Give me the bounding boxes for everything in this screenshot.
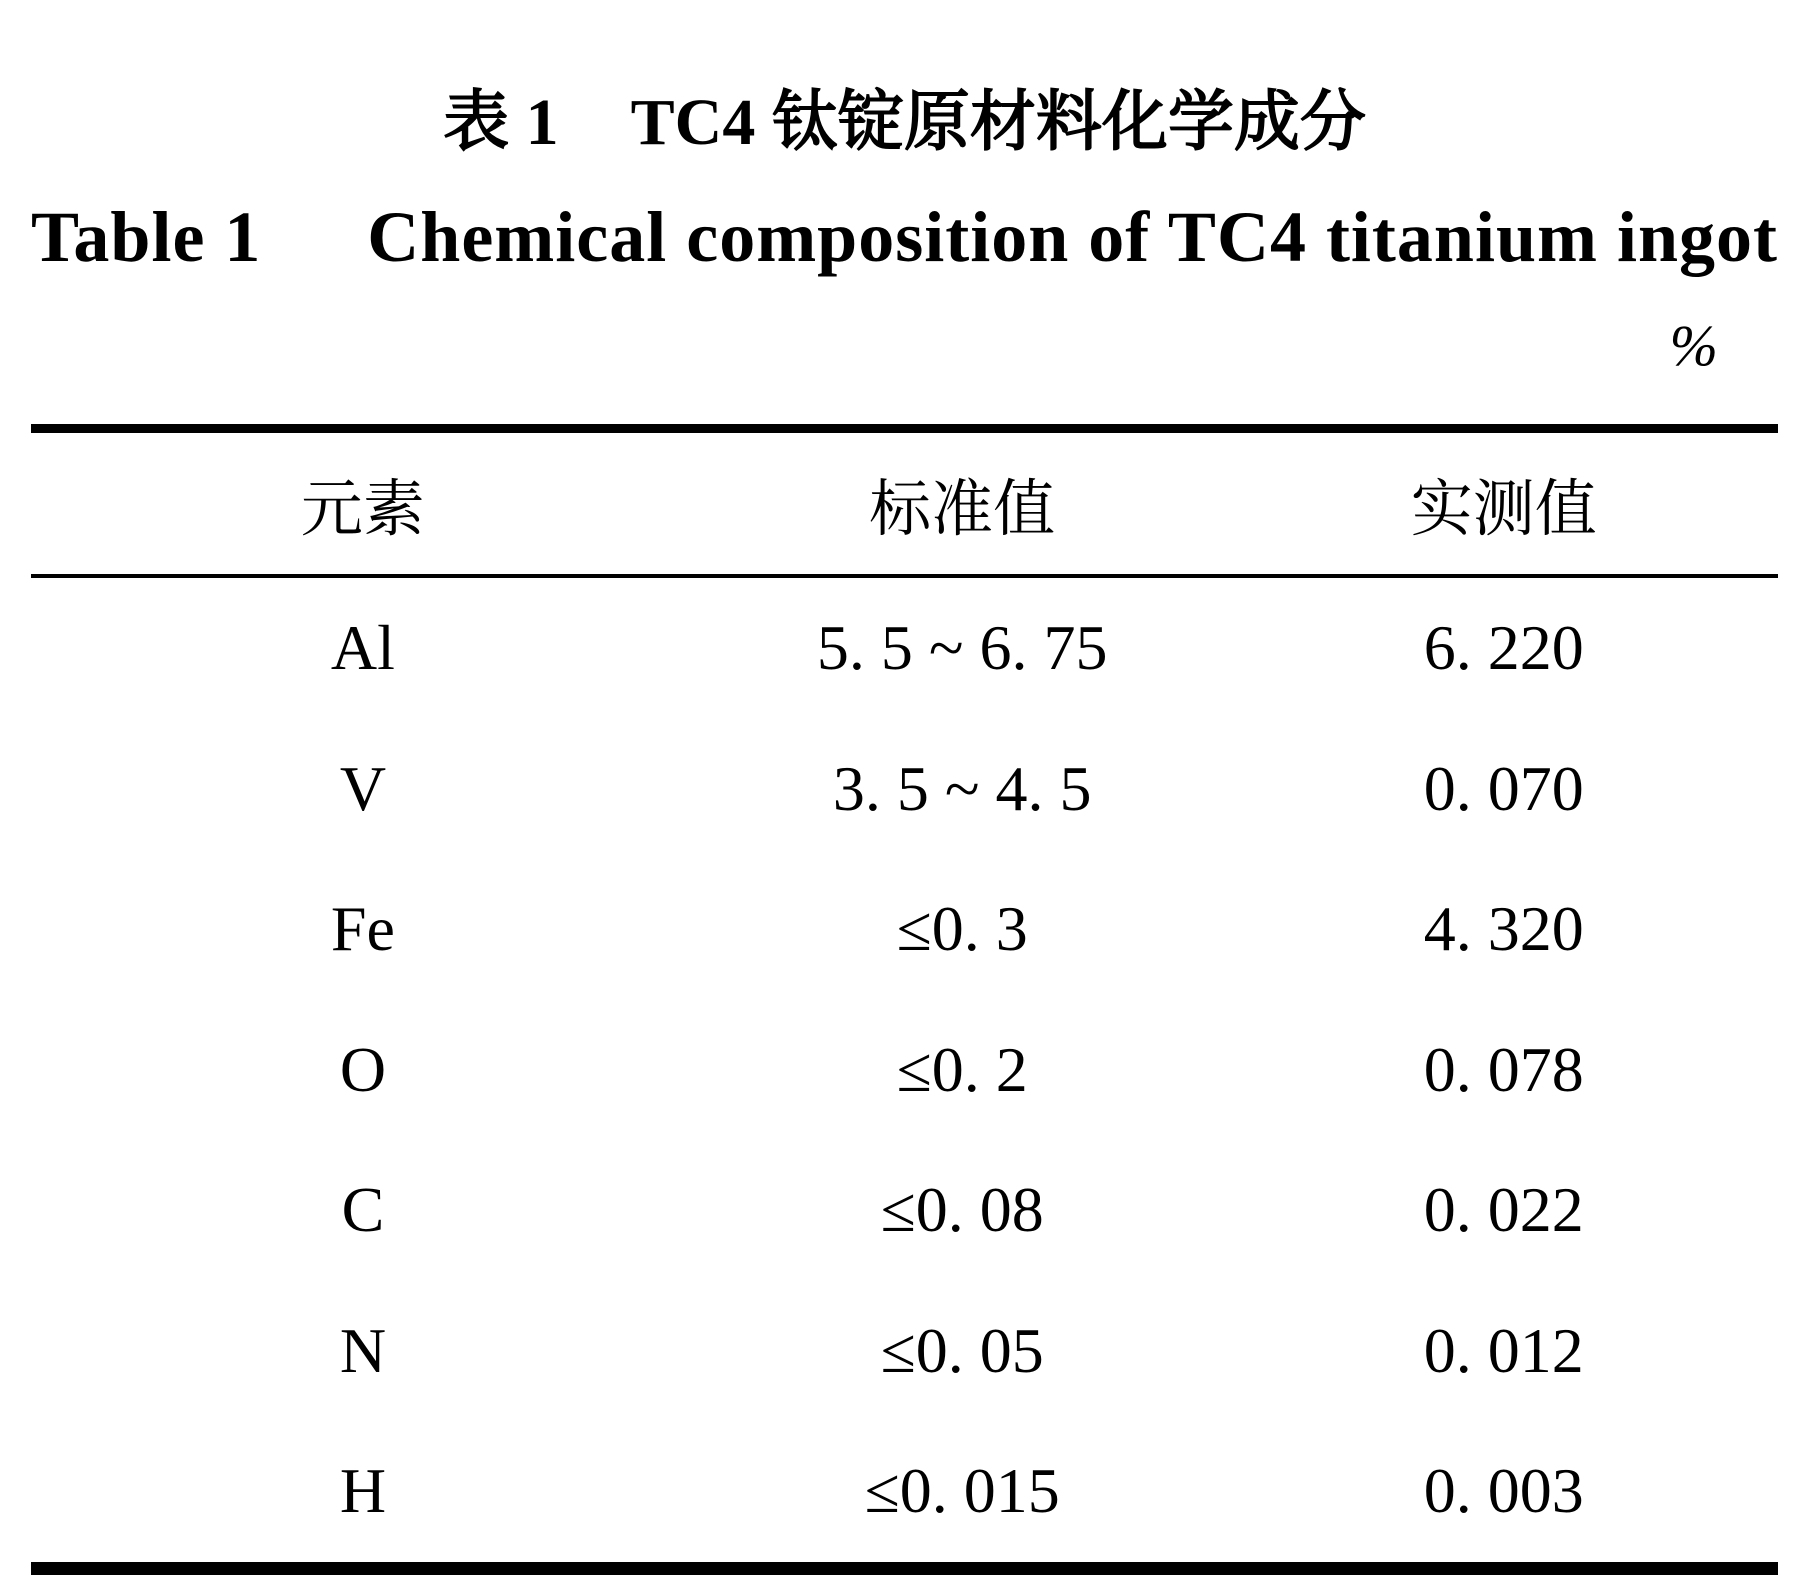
element-cell: Fe: [330, 893, 395, 965]
element-cell: Al: [330, 612, 395, 684]
table-row: [31, 1000, 1778, 1141]
table-caption-chinese-text: TC4 钛锭原材料化学成分: [630, 86, 1366, 159]
column-header-element: 元素: [31, 429, 695, 577]
measured-value-cell: 0. 070: [1423, 752, 1584, 824]
composition-table: [31, 424, 1778, 1575]
column-header-measured-value: 实测值: [1229, 429, 1778, 577]
element-cell: O: [339, 1033, 387, 1105]
table-row: [31, 1281, 1778, 1422]
measured-value-cell: 0. 078: [1423, 1033, 1584, 1105]
table-caption-chinese: [31, 68, 1778, 163]
table-row: [31, 1421, 1778, 1568]
measured-value-cell: 0. 022: [1423, 1174, 1584, 1246]
element-cell: V: [339, 752, 387, 824]
element-cell: N: [339, 1314, 387, 1386]
table-row: [31, 1140, 1778, 1281]
column-header-standard-value: 标准值: [695, 429, 1230, 577]
standard-value-cell: ≤0. 015: [864, 1455, 1060, 1527]
table-caption-english: [31, 196, 1778, 279]
table-header-row: [31, 429, 1778, 577]
standard-value-cell: ≤0. 05: [880, 1314, 1044, 1386]
element-cell: C: [341, 1174, 385, 1246]
table-row: [31, 576, 1778, 719]
standard-value-cell: 3. 5 ~ 4. 5: [832, 752, 1092, 824]
table-caption-english-text: Chemical composition of TC4 titanium ingot: [367, 197, 1778, 277]
standard-value-cell: 5. 5 ~ 6. 75: [816, 612, 1108, 684]
table-row: [31, 859, 1778, 1000]
standard-value-cell: ≤0. 08: [880, 1174, 1044, 1246]
unit-percent-label: %: [1669, 313, 1718, 378]
measured-value-cell: 4. 320: [1423, 893, 1584, 965]
element-cell: H: [339, 1455, 387, 1527]
standard-value-cell: ≤0. 3: [896, 893, 1028, 965]
table-caption-chinese-number: 表 1: [443, 86, 559, 159]
measured-value-cell: 0. 012: [1423, 1314, 1584, 1386]
measured-value-cell: 6. 220: [1423, 612, 1584, 684]
measured-value-cell: 0. 003: [1423, 1455, 1584, 1527]
standard-value-cell: ≤0. 2: [896, 1033, 1028, 1105]
table-row: [31, 719, 1778, 860]
table-caption-english-number: Table 1: [31, 197, 262, 277]
